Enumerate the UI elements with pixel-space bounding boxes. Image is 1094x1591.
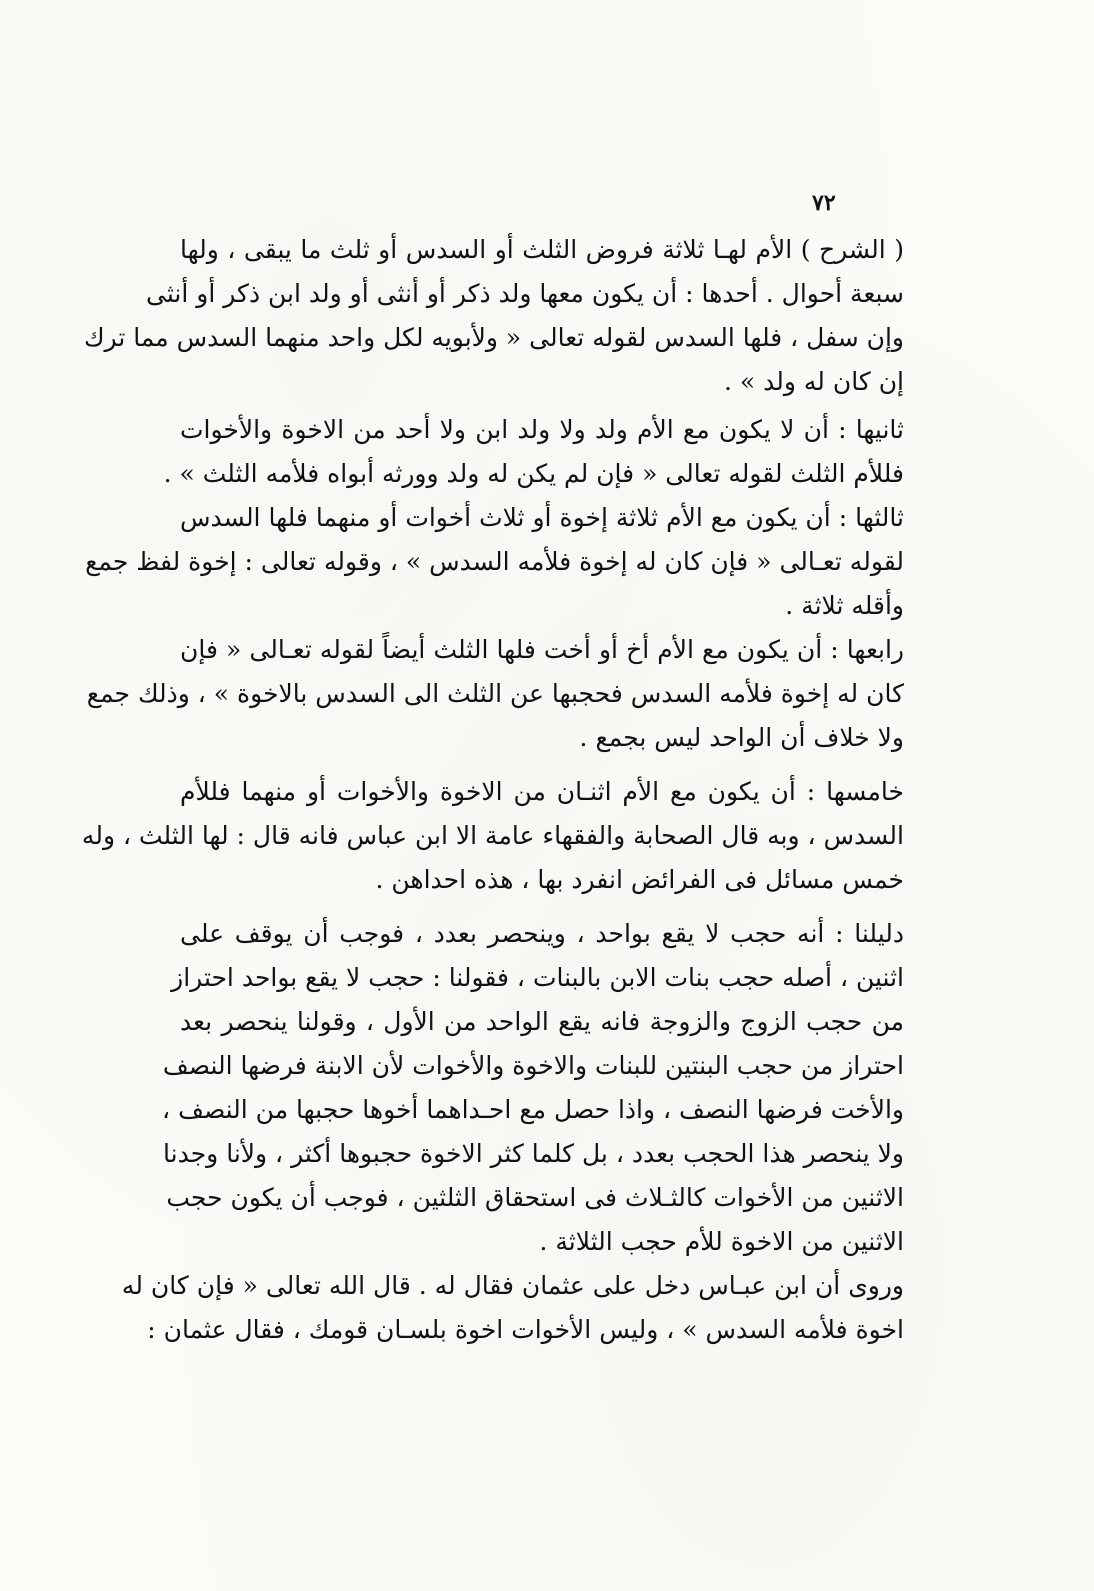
text-line: الاثنين من الأخوات كالثـلاث فى استحقاق الثلثين ، فوجب أن يكون حجب <box>166 1183 904 1212</box>
paragraph-fourth-case <box>86 628 904 760</box>
text-line: ولا خلاف أن الواحد ليس بجمع . <box>579 723 904 752</box>
text-line: ولا ينحصر هذا الحجب بعدد ، بل كلما كثر الاخوة حجبوها أكثر ، ولأنا وجدنا <box>163 1139 904 1168</box>
text-line: رابعها : أن يكون مع الأم أخ أو أخت فلها الثلث أيضاً لقوله تعـالى « فإن <box>180 635 904 664</box>
text-line: فللأم الثلث لقوله تعالى « فإن لم يكن له ولد وورثه أبواه فلأمه الثلث » . <box>163 459 904 488</box>
paragraph-commentary-intro <box>83 228 904 404</box>
text-line: والأخت فرضها النصف ، واذا حصل مع احـداهما أخوها حجبها من النصف ، <box>162 1095 904 1124</box>
text-line: خامسها : أن يكون مع الأم اثنـان من الاخوة والأخوات أو منهما فللأم <box>180 777 904 806</box>
text-line: سبعة أحوال . أحدها : أن يكون معها ولد ذكر أو أنثى أو ولد ابن ذكر أو أنثى <box>146 279 904 308</box>
paragraph-narration <box>121 1264 904 1352</box>
text-line: لقوله تعـالى « فإن كان له إخوة فلأمه السدس » ، وقوله تعالى : إخوة لفظ جمع <box>85 547 904 576</box>
text-line: اثنين ، أصله حجب بنات الابن بالبنات ، فقولنا : حجب لا يقع بواحد احتراز <box>171 963 904 992</box>
text-line: اخوة فلأمه السدس » ، وليس الأخوات اخوة بلسـان قومك ، فقال عثمان : <box>147 1315 904 1344</box>
text-line: إن كان له ولد » . <box>724 367 904 396</box>
text-line: ثالثها : أن يكون مع الأم ثلاثة إخوة أو ثلاث أخوات أو منهما فلها السدس <box>180 503 904 532</box>
text-line: احتراز من حجب البنتين للبنات والاخوة والأخوات لأن الابنة فرضها النصف <box>162 1051 904 1080</box>
text-line: ( الشرح ) الأم لهـا ثلاثة فروض الثلث أو السدس أو ثلث ما يبقى ، ولها <box>180 235 904 264</box>
text-line: وإن سفل ، فلها السدس لقوله تعالى « ولأبويه لكل واحد منهما السدس مما ترك <box>83 323 904 352</box>
text-line: من حجب الزوج والزوجة فانه يقع الواحد من الأول ، وقولنا ينحصر بعد <box>180 1007 904 1036</box>
paragraph-second-case <box>163 408 904 496</box>
text-line: وأقله ثلاثة . <box>785 591 904 620</box>
paragraph-third-case <box>85 496 904 628</box>
text-line: ثانيها : أن لا يكون مع الأم ولد ولا ولد ابن ولا أحد من الاخوة والأخوات <box>180 415 904 444</box>
text-line: السدس ، وبه قال الصحابة والفقهاء عامة الا ابن عباس فانه قال : لها الثلث ، وله <box>81 821 904 850</box>
page-number: ٧٢ <box>812 190 836 216</box>
text-line: دليلنا : أنه حجب لا يقع بواحد ، وينحصر بعدد ، فوجب أن يوقف على <box>180 919 904 948</box>
text-line: وروى أن ابن عبـاس دخل على عثمان فقال له . قال الله تعالى « فإن كان له <box>121 1271 904 1300</box>
body-text <box>81 228 904 1352</box>
paragraph-fifth-case <box>81 770 904 902</box>
paragraph-evidence <box>162 912 904 1264</box>
text-line: خمس مسائل فى الفرائض انفرد بها ، هذه احداهن . <box>375 865 904 894</box>
text-line: الاثنين من الاخوة للأم حجب الثلاثة . <box>539 1227 904 1256</box>
text-line: كان له إخوة فلأمه السدس فحجبها عن الثلث الى السدس بالاخوة » ، وذلك جمع <box>86 679 904 708</box>
